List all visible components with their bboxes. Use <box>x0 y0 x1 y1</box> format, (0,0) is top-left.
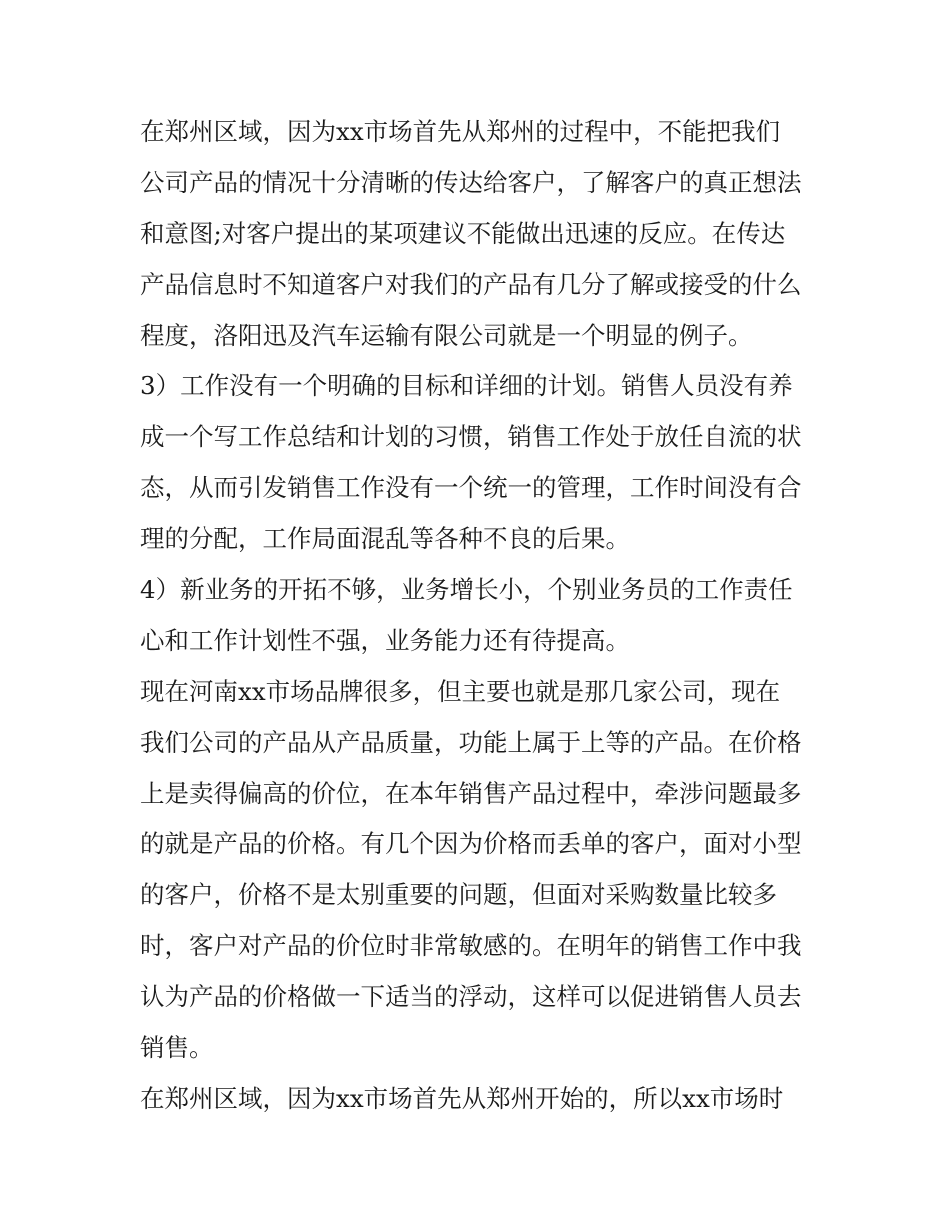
text-line: 4）新业务的开拓不够，业务增长小，个别业务员的工作责任 <box>140 575 793 605</box>
text-line: 公司产品的情况十分清晰的传达给客户，了解客户的真正想法 <box>140 167 802 197</box>
text-line: 上是卖得偏高的价位，在本年销售产品过程中，牵涉问题最多 <box>140 778 802 808</box>
text-line: 认为产品的价格做一下适当的浮动，这样可以促进销售人员去 <box>140 982 802 1012</box>
text-line: 现在河南xx市场品牌很多，但主要也就是那几家公司，现在 <box>140 676 781 706</box>
text-line: 销售。 <box>140 1033 214 1063</box>
text-line: 3）工作没有一个明确的目标和详细的计划。销售人员没有养 <box>140 371 793 401</box>
text-line: 和意图;对客户提出的某项建议不能做出迅速的反应。在传达 <box>140 218 786 248</box>
text-line: 的就是产品的价格。有几个因为价格而丢单的客户，面对小型 <box>140 829 802 859</box>
text-line: 时，客户对产品的价位时非常敏感的。在明年的销售工作中我 <box>140 931 802 961</box>
text-line: 态，从而引发销售工作没有一个统一的管理，工作时间没有合 <box>140 473 802 503</box>
text-line: 在郑州区域，因为xx市场首先从郑州的过程中，不能把我们 <box>140 117 781 146</box>
document-body <box>140 107 820 1125</box>
text-line: 在郑州区域，因为xx市场首先从郑州开始的，所以xx市场时 <box>140 1083 784 1113</box>
text-line: 心和工作计划性不强，业务能力还有待提高。 <box>140 625 630 655</box>
text-line: 的客户，价格不是太别重要的问题，但面对采购数量比较多 <box>140 880 777 910</box>
text-line: 程度，洛阳迅及汽车运输有限公司就是一个明显的例子。 <box>140 320 753 350</box>
text-line: 成一个写工作总结和计划的习惯，销售工作处于放任自流的状 <box>140 422 802 452</box>
text-line: 产品信息时不知道客户对我们的产品有几分了解或接受的什么 <box>140 269 802 299</box>
text-line: 理的分配，工作局面混乱等各种不良的后果。 <box>140 524 630 554</box>
text-line: 我们公司的产品从产品质量，功能上属于上等的产品。在价格 <box>140 727 802 757</box>
